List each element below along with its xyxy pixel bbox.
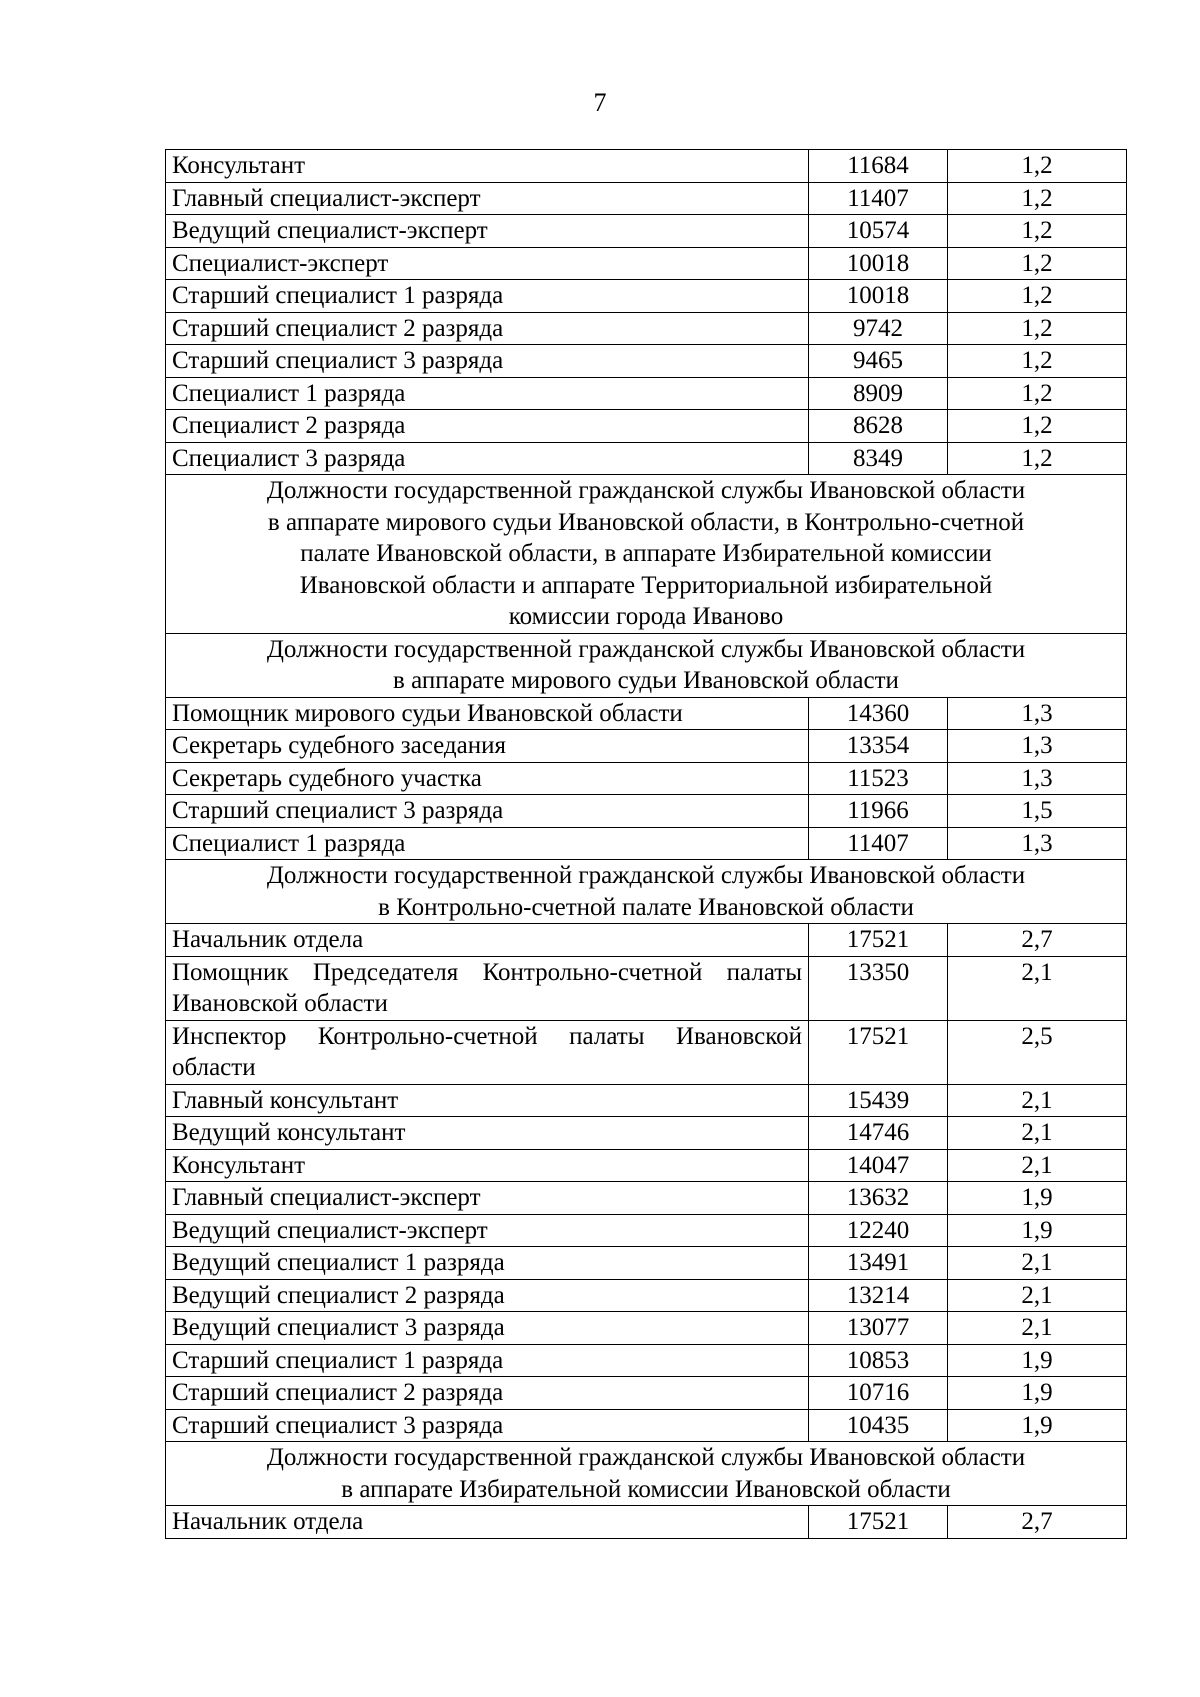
salary-cell: 15439 — [809, 1084, 948, 1117]
section-title-line: Должности государственной гражданской службы Ивановской области — [266, 862, 1026, 889]
coefficient-cell: 1,2 — [948, 442, 1127, 475]
table-row — [166, 215, 1127, 248]
coefficient-cell: 2,1 — [948, 1312, 1127, 1345]
salary-cell: 17521 — [809, 1020, 948, 1084]
table-row — [166, 1344, 1127, 1377]
salary-cell: 10018 — [809, 247, 948, 280]
coefficient-cell: 1,3 — [948, 827, 1127, 860]
table-row — [166, 312, 1127, 345]
salary-cell: 10435 — [809, 1409, 948, 1442]
coefficient-cell: 2,1 — [948, 956, 1127, 1020]
table-row — [166, 1182, 1127, 1215]
table-row — [166, 1409, 1127, 1442]
position-name-cell: Главный консультант — [166, 1084, 809, 1117]
position-name-cell: Старший специалист 1 разряда — [166, 1344, 809, 1377]
position-name-cell: Ведущий специалист-эксперт — [166, 1214, 809, 1247]
table-row — [166, 1149, 1127, 1182]
salary-cell: 11966 — [809, 795, 948, 828]
position-name-cell: Старший специалист 3 разряда — [166, 795, 809, 828]
position-name-cell: Старший специалист 3 разряда — [166, 345, 809, 378]
position-name-cell: Старший специалист 1 разряда — [166, 280, 809, 313]
coefficient-cell: 1,9 — [948, 1214, 1127, 1247]
coefficient-cell: 1,2 — [948, 280, 1127, 313]
coefficient-cell: 1,2 — [948, 150, 1127, 183]
table-row — [166, 442, 1127, 475]
salary-cell: 13077 — [809, 1312, 948, 1345]
section-header-row — [166, 860, 1127, 924]
coefficient-cell: 1,3 — [948, 730, 1127, 763]
table-row — [166, 150, 1127, 183]
salary-cell: 13491 — [809, 1247, 948, 1280]
position-name-cell: Ведущий специалист 3 разряда — [166, 1312, 809, 1345]
coefficient-cell: 2,1 — [948, 1279, 1127, 1312]
coefficient-cell: 1,9 — [948, 1377, 1127, 1410]
position-name-cell: Ведущий специалист 2 разряда — [166, 1279, 809, 1312]
position-name-cell: Секретарь судебного заседания — [166, 730, 809, 763]
page-number: 7 — [593, 88, 607, 117]
position-name-cell: Инспектор Контрольно-счетной палаты Ивановской области — [166, 1020, 809, 1084]
coefficient-cell: 1,9 — [948, 1409, 1127, 1442]
section-header-row — [166, 475, 1127, 634]
table-row — [166, 410, 1127, 443]
salary-cell: 14746 — [809, 1117, 948, 1150]
salary-cell: 8909 — [809, 377, 948, 410]
coefficient-cell: 2,1 — [948, 1117, 1127, 1150]
salary-cell: 14360 — [809, 697, 948, 730]
table-row — [166, 1117, 1127, 1150]
salary-cell: 10853 — [809, 1344, 948, 1377]
table-row — [166, 1247, 1127, 1280]
salary-cell: 11684 — [809, 150, 948, 183]
position-name-cell: Специалист 1 разряда — [166, 827, 809, 860]
salary-cell: 9742 — [809, 312, 948, 345]
table-row — [166, 827, 1127, 860]
salary-cell: 11523 — [809, 762, 948, 795]
salary-cell: 13354 — [809, 730, 948, 763]
salary-cell: 14047 — [809, 1149, 948, 1182]
section-header-row — [166, 1442, 1127, 1506]
salary-cell: 8628 — [809, 410, 948, 443]
salary-cell: 17521 — [809, 1506, 948, 1539]
table-row — [166, 1377, 1127, 1410]
coefficient-cell: 2,1 — [948, 1247, 1127, 1280]
position-name-cell: Начальник отдела — [166, 924, 809, 957]
section-title-line: палате Ивановской области, в аппарате Избирательной комиссии — [300, 540, 992, 567]
salary-cell: 11407 — [809, 827, 948, 860]
table-row — [166, 1506, 1127, 1539]
coefficient-cell: 1,3 — [948, 697, 1127, 730]
coefficient-cell: 1,3 — [948, 762, 1127, 795]
coefficient-cell: 2,7 — [948, 924, 1127, 957]
coefficient-cell: 1,9 — [948, 1344, 1127, 1377]
section-title-line: комиссии города Иваново — [508, 603, 784, 630]
table-row — [166, 1279, 1127, 1312]
salary-cell: 17521 — [809, 924, 948, 957]
table-row — [166, 280, 1127, 313]
table-row — [166, 1020, 1127, 1084]
section-title-line: Должности государственной гражданской службы Ивановской области — [266, 635, 1026, 663]
section-title-line: в аппарате мирового судьи Ивановской области — [393, 667, 899, 694]
section-title — [166, 633, 1127, 697]
salary-cell: 11407 — [809, 182, 948, 215]
table-row — [166, 345, 1127, 378]
position-name-cell: Специалист-эксперт — [166, 247, 809, 280]
section-title-line: в аппарате Избирательной комиссии Ивановской области — [341, 1475, 951, 1503]
table-row — [166, 762, 1127, 795]
coefficient-cell: 2,1 — [948, 1084, 1127, 1117]
section-title-line: в Контрольно-счетной палате Ивановской области — [378, 893, 914, 921]
position-name-cell: Ведущий специалист-эксперт — [166, 215, 809, 248]
position-name-cell: Старший специалист 2 разряда — [166, 312, 809, 345]
position-name-cell: Главный специалист-эксперт — [166, 1182, 809, 1215]
table-row — [166, 697, 1127, 730]
section-title — [166, 860, 1127, 924]
table-row — [166, 247, 1127, 280]
coefficient-cell: 2,1 — [948, 1149, 1127, 1182]
salary-cell: 12240 — [809, 1214, 948, 1247]
salary-cell: 13632 — [809, 1182, 948, 1215]
position-name-cell: Секретарь судебного участка — [166, 762, 809, 795]
section-title-line: Должности государственной гражданской службы Ивановской области — [266, 1444, 1026, 1471]
coefficient-cell: 1,2 — [948, 215, 1127, 248]
salary-cell: 8349 — [809, 442, 948, 475]
position-name-cell: Старший специалист 3 разряда — [166, 1409, 809, 1442]
table-row — [166, 730, 1127, 763]
section-title-line: в аппарате мирового судьи Ивановской области, в Контрольно-счетной — [267, 508, 1025, 536]
table-row — [166, 1214, 1127, 1247]
table-row — [166, 1084, 1127, 1117]
salary-cell: 10716 — [809, 1377, 948, 1410]
positions-table — [165, 149, 1127, 1539]
table-row — [166, 377, 1127, 410]
coefficient-cell: 2,5 — [948, 1020, 1127, 1084]
coefficient-cell: 1,2 — [948, 312, 1127, 345]
table-row — [166, 182, 1127, 215]
position-name-cell: Помощник Председателя Контрольно-счетной палаты Ивановской области — [166, 956, 809, 1020]
section-title-line: Должности государственной гражданской службы Ивановской области — [266, 477, 1026, 504]
position-name-cell: Специалист 2 разряда — [166, 410, 809, 443]
coefficient-cell: 2,7 — [948, 1506, 1127, 1539]
position-name-cell: Старший специалист 2 разряда — [166, 1377, 809, 1410]
table-row — [166, 795, 1127, 828]
coefficient-cell: 1,2 — [948, 377, 1127, 410]
salary-cell: 13214 — [809, 1279, 948, 1312]
coefficient-cell: 1,2 — [948, 410, 1127, 443]
section-title — [166, 1442, 1127, 1506]
salary-cell: 10574 — [809, 215, 948, 248]
salary-cell: 9465 — [809, 345, 948, 378]
position-name-cell: Ведущий консультант — [166, 1117, 809, 1150]
position-name-cell: Консультант — [166, 150, 809, 183]
salary-cell: 13350 — [809, 956, 948, 1020]
coefficient-cell: 1,5 — [948, 795, 1127, 828]
position-name-cell: Консультант — [166, 1149, 809, 1182]
salary-cell: 10018 — [809, 280, 948, 313]
section-title-line: Ивановской области и аппарате Территориальной избирательной — [299, 571, 993, 599]
section-title — [166, 475, 1127, 634]
coefficient-cell: 1,2 — [948, 345, 1127, 378]
position-name-cell: Начальник отдела — [166, 1506, 809, 1539]
coefficient-cell: 1,2 — [948, 247, 1127, 280]
table-row — [166, 956, 1127, 1020]
position-name-cell: Помощник мирового судьи Ивановской области — [166, 697, 809, 730]
table-row — [166, 1312, 1127, 1345]
coefficient-cell: 1,9 — [948, 1182, 1127, 1215]
table-row — [166, 924, 1127, 957]
position-name-cell: Ведущий специалист 1 разряда — [166, 1247, 809, 1280]
position-name-cell: Специалист 1 разряда — [166, 377, 809, 410]
coefficient-cell: 1,2 — [948, 182, 1127, 215]
section-header-row — [166, 633, 1127, 697]
positions-table-body — [166, 150, 1127, 1539]
position-name-cell: Специалист 3 разряда — [166, 442, 809, 475]
position-name-cell: Главный специалист-эксперт — [166, 182, 809, 215]
